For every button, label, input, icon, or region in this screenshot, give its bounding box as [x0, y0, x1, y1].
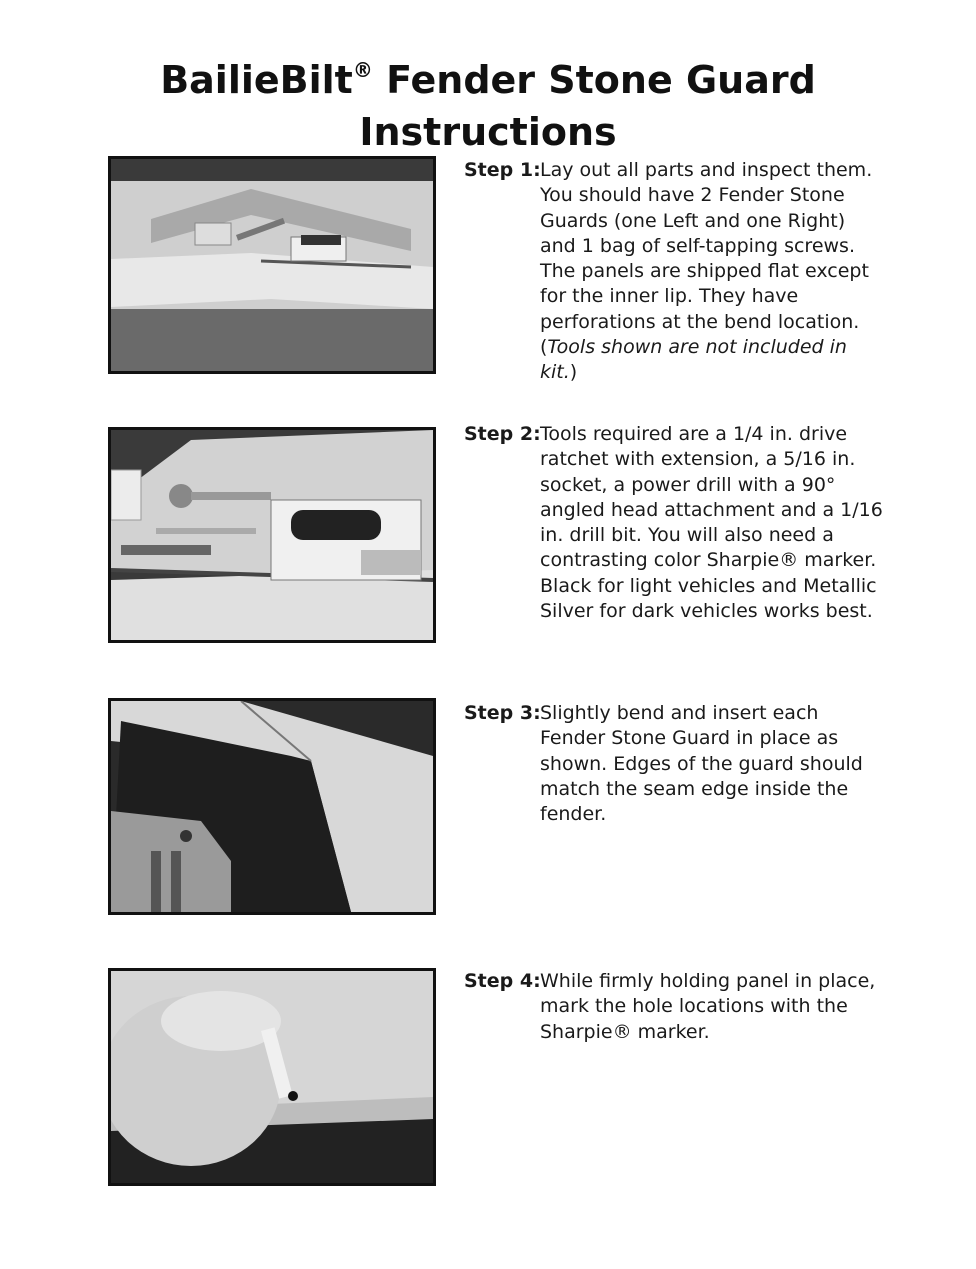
parts-layout-image [111, 159, 433, 371]
step-label: Step 4: [464, 970, 541, 992]
title-line-1 [0, 44, 976, 106]
title-text: Fender Stone Guard [372, 58, 816, 102]
step-4-photo [108, 968, 436, 1186]
title-line-2: Instructions [359, 110, 617, 154]
step-note: Tools shown are not included in kit. [540, 336, 847, 384]
step-3-photo [108, 698, 436, 915]
step-label: Step 3: [464, 702, 541, 724]
page-title [0, 44, 976, 158]
brand-name: BailieBilt [160, 58, 353, 102]
registered-mark: ® [352, 58, 373, 82]
step-1-photo [108, 156, 436, 374]
tools-image [111, 430, 433, 640]
fender-install-image [111, 701, 433, 912]
step-text: While firmly holding panel in place, mark the hole locations with the Sharpie® marker. [540, 970, 876, 1043]
step-text: Lay out all parts and inspect them. You should have 2 Fender Stone Guards (one Left and one Right) and 1 bag of self-tapping screws. The panels are shipped flat except for the inner lip. They have perforations at the bend location. (Tools shown are not included in kit.) [540, 159, 873, 384]
step-text: Slightly bend and insert each Fender Stone Guard in place as shown. Edges of the guard should match the seam edge inside the fender. [540, 702, 863, 826]
step-2-photo [108, 427, 436, 643]
step-text: Tools required are a 1/4 in. drive ratchet with extension, a 5/16 in. socket, a power drill with a 90° angled head attachment and a 1/16 in. drill bit. You will also need a contrasting color Sharpie® marker. Black for light vehicles and Metallic Silver for dark vehicles works best. [540, 423, 883, 623]
step-label: Step 2: [464, 423, 541, 445]
marking-holes-image [111, 971, 433, 1183]
step-label: Step 1: [464, 159, 541, 181]
